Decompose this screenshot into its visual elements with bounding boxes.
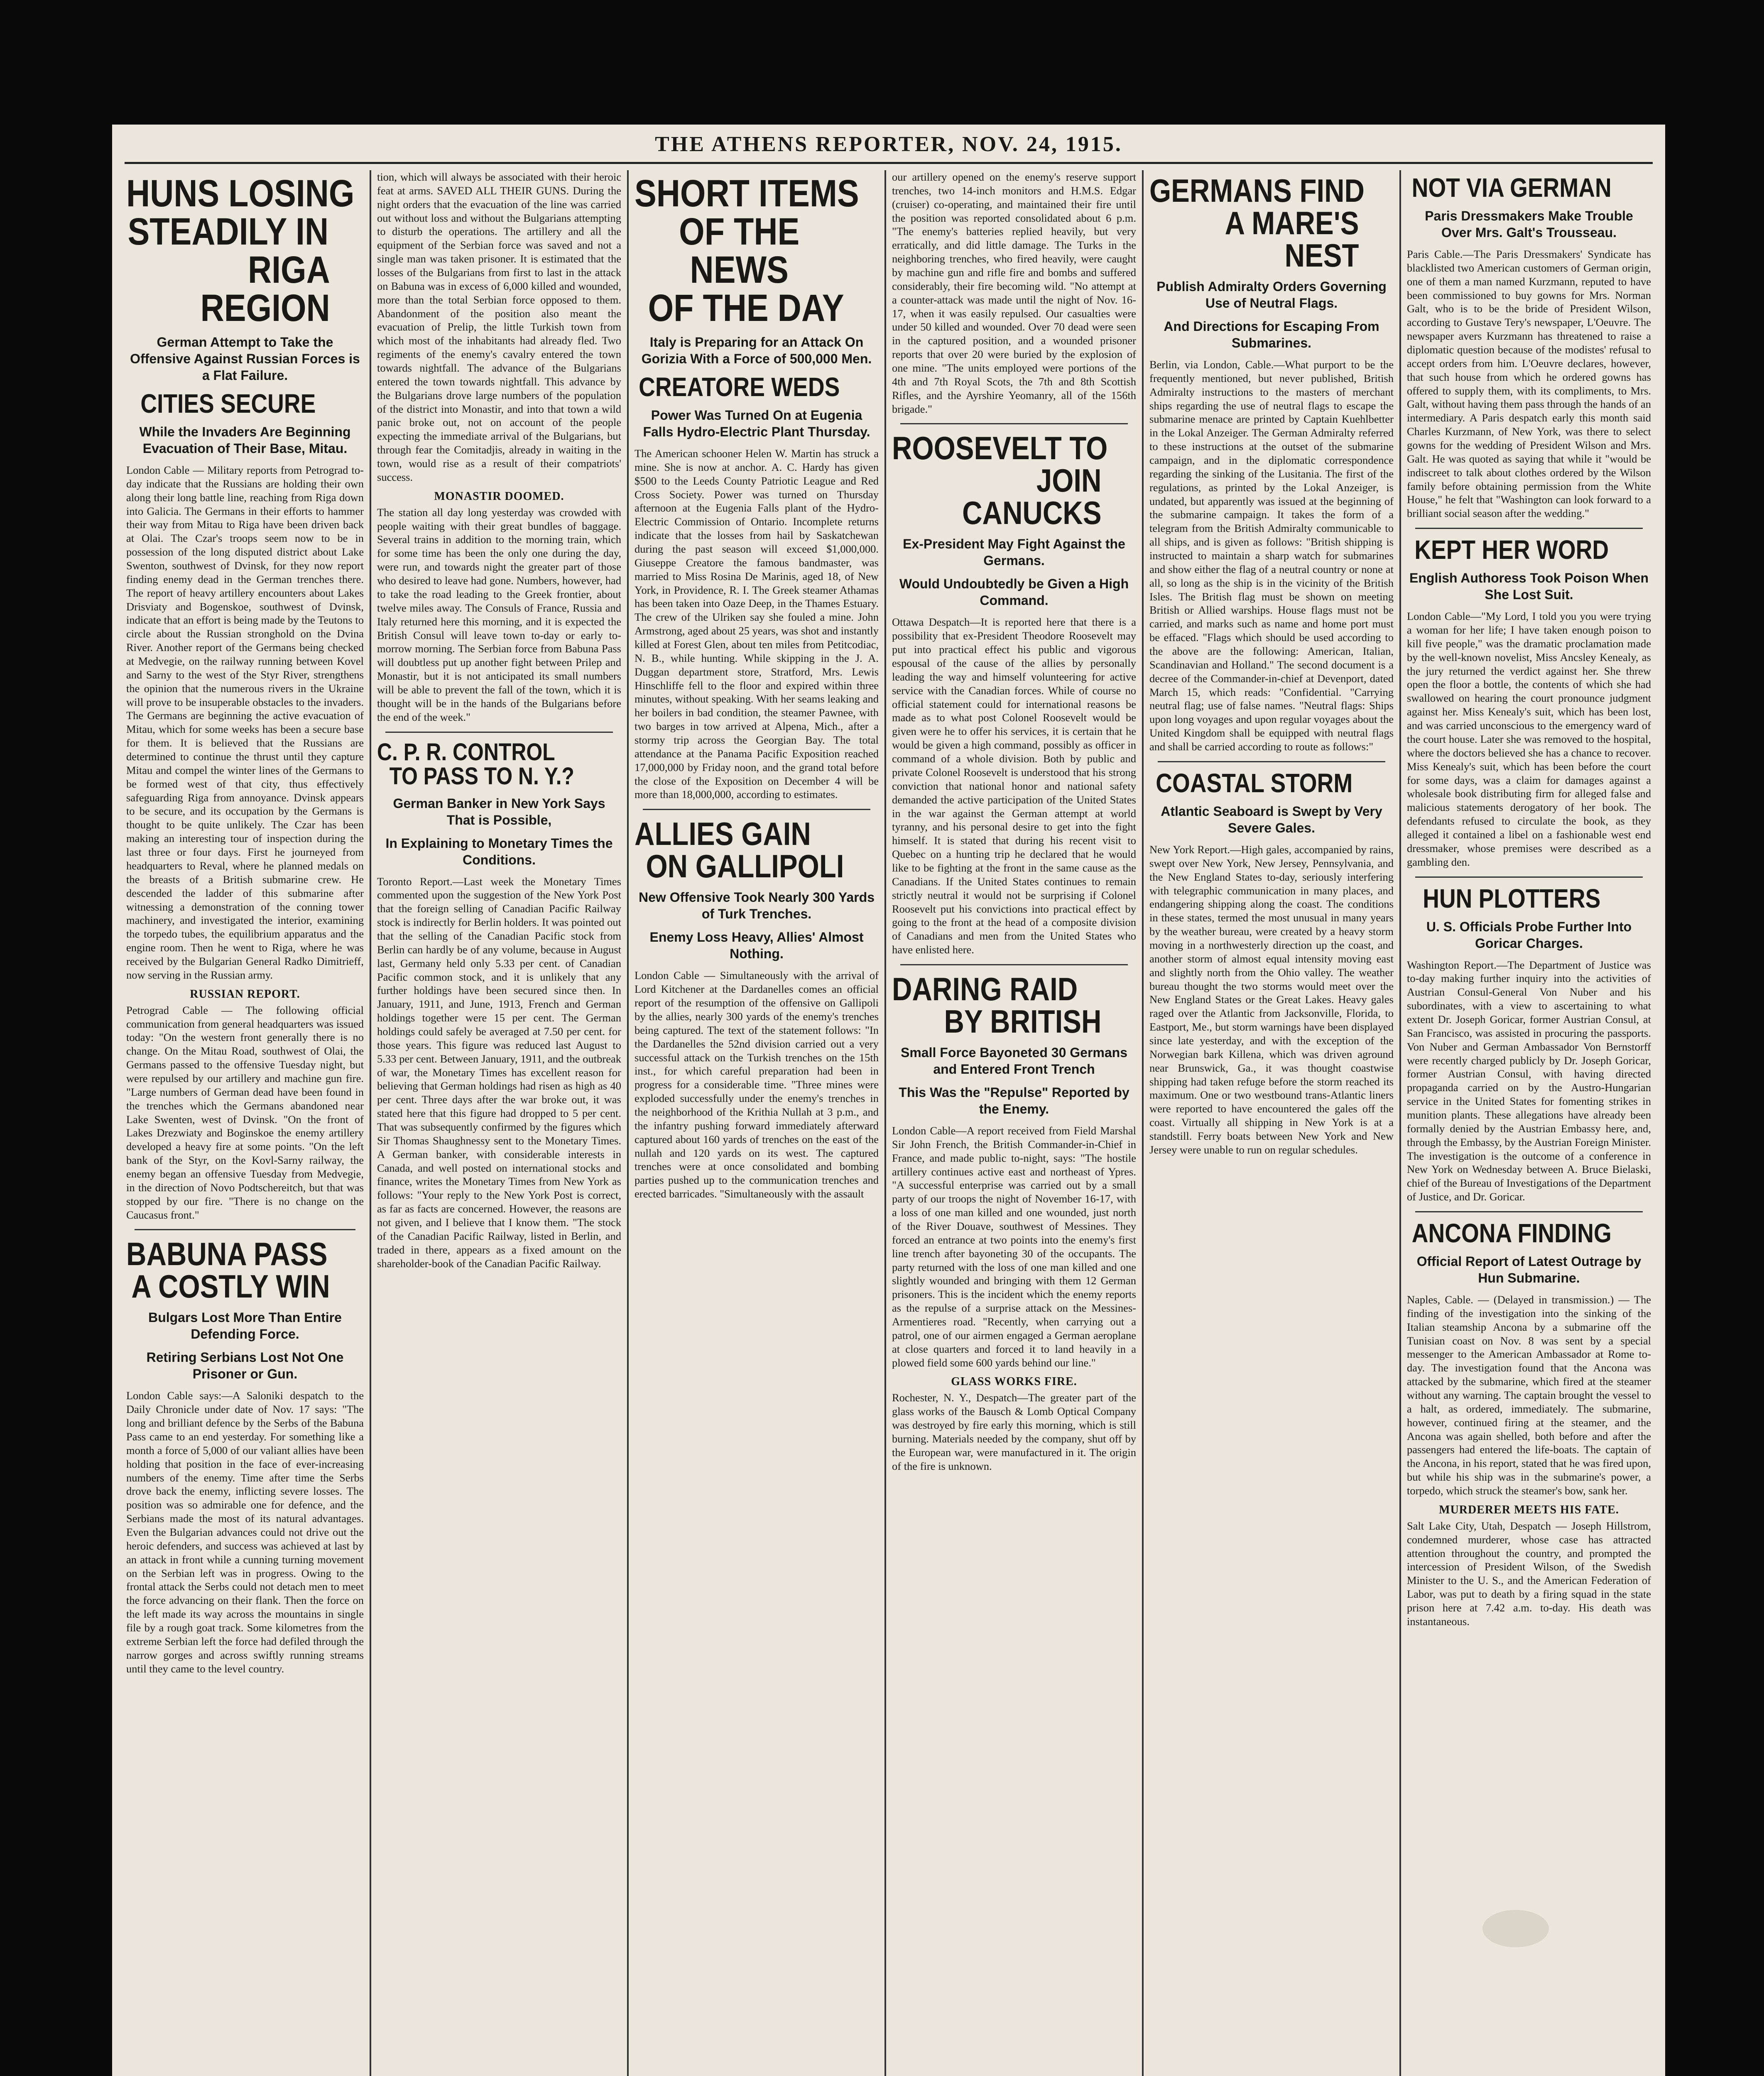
column-separator <box>1158 761 1385 762</box>
column-separator <box>385 732 613 733</box>
headline-not-via-german: NOT VIA GERMAN <box>1411 173 1612 203</box>
body-murderer: Salt Lake City, Utah, Despatch — Joseph Hillstrom, condemned murderer, whose case has attracted attention throughout the country, and prompted the intercession of President Wilson, of the Swedish Minister to the U. S., and the American Federation of Labor, was put to death by a firing squad in the state prison here at 7.42 a.m. to-day. His death was instantaneous. <box>1407 1519 1651 1628</box>
body-hun-plotters: Washington Report.—The Department of Justice was to-day making further inquiry into the activities of Austrian Consul-General Von Nuber and his subordinates, with a view to ascertaining to what extent Dr. Joseph Goricar, former Austrian Consul, at San Francisco, was assisted in procuring the passports. Von Nuber and German Ambassador Von Bernstorff were recently charged publicly by Dr. Joseph Goricar, former Austrian Consul, with having directed propaganda carried on by the Austro-Hungarian service in the United States for fomenting strikes in munition plants. These allegations have already been formally denied by the Austrian Embassy here, and, through the Embassy, by the Austrian Foreign Minister. The investigation is the outcome of a conference in New York on Wednesday between A. Bruce Bielaski, chief of the Bureau of Investigations of the Department of Justice, and Dr. Goricar. <box>1407 958 1651 1203</box>
deck-mares-nest: Publish Admiralty Orders Governing Use of Neutral Flags. <box>1156 279 1387 311</box>
kicker-monastir-doomed: MONASTIR DOOMED. <box>434 490 564 503</box>
deck-huns-riga: German Attempt to Take the Offensive Against Russian Forces is a Flat Failure. <box>130 335 360 383</box>
column-separator <box>1415 1211 1643 1212</box>
body-short-items: The American schooner Helen W. Martin has struck a mine. She is now at anchor. A. C. Hardy has given $500 to the Leeds County Patriotic League and Red Cross Society. Power was turned on Thursday afternoon at the Eugenia Falls plant of the Hydro-Electric Commission of Ontario. Incomplete returns indicate that the losses from hail by Saskatchewan during the past season will exceed $1,000,000. Giuseppe Creatore the famous bandmaster, was married to Miss Rosina De Marinis, aged 18, of New York, in Providence, R. I. The Greek steamer Athamas has been taken into Oaze Deep, in the Thames Estuary. The crew of the Ulriken say she fouled a mine. John Armstrong, aged about 25 years, was shot and instantly killed at Forest Glen, about ten miles from Petitcodiac, N. B., while hunting. While skipping in the J. A. Duggan department store, Stratford, Mrs. Lewis Hinschliffe fell to the floor and expired within three minutes, without speaking. With her seams leaking and her boilers in bad condition, the steamer Pawnee, with two barges in tow arrived at Alpena, Mich., after a stormy trip across the Georgian Bay. The total attendance at the Panama Pacific Exposition reached 17,000,000 by Friday noon, and the grand total before the close of the Exposition on December 4 will be more than 18,000,000, according to estimates. <box>635 447 879 801</box>
subdeck-roosevelt: Would Undoubtedly be Given a High Command. <box>899 576 1129 608</box>
subdeck-creatore: Power Was Turned On at Eugenia Falls Hydro-Electric Plant Thursday. <box>643 408 870 439</box>
body-glass-works-fire: Rochester, N. Y., Despatch—The greater part of the glass works of the Bausch & Lomb Optical Company was destroyed by fire early this morning, which is still burning. Materials needed by the company, shut off by the European war, were manufactured in it. The origin of the fire is unknown. <box>892 1391 1136 1472</box>
subdeck-mares-nest: And Directions for Escaping From Submarines. <box>1164 319 1379 350</box>
subdeck-babuna: Retiring Serbians Lost Not One Prisoner or Gun. <box>146 1350 344 1382</box>
deck-roosevelt: Ex-President May Fight Against the Germans. <box>903 536 1125 568</box>
headline-roosevelt: ROOSEVELT TO JOIN CANUCKS <box>892 430 1108 531</box>
body-roosevelt: Ottawa Despatch—It is reported here that there is a possibility that ex-President Theodore Roosevelt may put into practical effect his public and vigorous espousal of the cause of the allies by personally leading the way and himself volunteering for active service with the Canadian forces. While of course no official statement could for international reasons be made as to what post Colonel Roosevelt would be given were he to offer his services, it is certain that he would be given a high command, possibly as officer in command of a whole division. Both by public and private Colonel Roosevelt is understood that his strong conviction that national honor and national safety demanded the active participation of the United States in the war against the German attempt at world tyranny, and his personal desire to get into the fight himself. It is stated that during his recent visit to Quebec on a hunting trip he declared that he would like to be fighting at the front in the same cause as the Canadians. If the United States continues to remain strictly neutral it would not be surprising if Colonel Roosevelt put his convictions into practical effect by going to the front at the head of a composite division of Canadians and men from the United States who have enlisted here. <box>892 616 1136 956</box>
body-allies-gallipoli: London Cable — Simultaneously with the arrival of Lord Kitchener at the Dardanelles comes an official report of the resumption of the offensive on Gallipoli by the allies, nearly 300 yards of the enemy's trenches being captured. The text of the statement follows: "In the Dardanelles the 52nd division carried out a very successful attack on the Turkish trenches on the 15th inst., for which careful preparation had been in progress for a considerable time. "Three mines were exploded successfully under the enemy's trenches in the neighborhood of the Krithia Nullah at 3 p.m., and the infantry pushing forward immediately afterward captured about 160 yards of trenches on the east of the nullah and 120 yards on its west. The captured trenches were at once consolidated and bombing parties pushed up to the communication trenches and erected barricades. "Simultaneously with the assault <box>635 969 879 1200</box>
masthead-rule <box>125 162 1653 164</box>
deck-short-items: Italy is Preparing for an Attack On Gorizia With a Force of 500,000 Men. <box>641 335 872 366</box>
deck-daring-raid: Small Force Bayoneted 30 Germans and Entered Front Trench <box>901 1045 1127 1077</box>
body-ancona: Naples, Cable. — (Delayed in transmission.) — The finding of the investigation into the sinking of the Italian steamship Ancona by a submarine off the Tunisian coast on Nov. 8 was sent by a special messenger to the American Ambassador at Rome to-day. The investigation found that the Ancona was attacked by the submarine, which fired at the steamer without any warning. The captain brought the vessel to a halt, as ordered, immediately. The submarine, however, continued firing at the steamer, and the Ancona was again shelled, both before and after the passengers had entered the life-boats. The captain of the Ancona, in his report, stated that he was fired upon, but while his ship was in the submarine's power, a torpedo, which struck the steamer's bow, sank her. <box>1407 1293 1651 1497</box>
column-separator <box>1415 876 1643 878</box>
column-6 <box>1399 170 1657 2076</box>
column-4 <box>884 170 1142 2076</box>
deck-kept-her-word: English Authoress Took Poison When She Lost Suit. <box>1409 570 1649 602</box>
subdeck-allies-gallipoli: Enemy Loss Heavy, Allies' Almost Nothing. <box>649 930 864 962</box>
column-separator <box>900 423 1128 424</box>
body-russian-report: Petrograd Cable — The following official communication from general headquarters was issued today: "On the western front generally there is no change. On the Mitau Road, southwest of Olai, the Germans passed to the offensive Tuesday night, but were repulsed by our artillery and machine gun fire. "Large numbers of German dead have been found in the trenches which the Germans abandoned near Lake Swenten, west of Dvinsk. "On the front of Lakes Drezwiaty and Boginskoe the enemy artillery developed a heavy fire at some points. "On the left bank of the Styr, on the Kovl-Sarny railway, the enemy began an offensive Tuesday from Medvegie, in the direction of Novo Podtschereitch, but that was stopped by our fire. "There is no change on the Caucasus front." <box>126 1004 364 1221</box>
body-not-via-german: Paris Cable.—The Paris Dressmakers' Syndicate has blacklisted two American customers of German origin, one of them a man named Kurzmann, reputed to have been commissioned to buy gowns for Mrs. Norman Galt, who is to be the bride of President Wilson, according to Gustave Tery's newspaper, L'Oeuvre. The newspaper avers Kurzmann has threatened to raise a diplomatic question because of the modistes' refusal to accept orders from him. L'Oeuvre declares, however, that such house from which he ordered gowns has offered to supply them, with its compliments, to Mrs. Galt, without having them pass through the hands of an intermediary. A Paris despatch early this month said Charles Kurzmann, of New York, was there to select gowns for the wedding of President Wilson and Mrs. Galt. He was quoted as saying that while it "would be indiscreet to talk about clothes ordered by the Wilson family before obtaining permission from the White House," he felt that "Washington can look forward to a brilliant social season after the wedding." <box>1407 248 1651 520</box>
body-daring-raid: London Cable—A report received from Field Marshal Sir John French, the British Commander-in-Chief in France, and made public to-night, says: "The hostile artillery continues active east and northeast of Ypres. "A successful enterprise was carried out by a small party of our troops the night of November 16-17, with a loss of one man killed and one wounded, just north of the River Douave, southwest of Messines. They forced an entrance at two points into the enemy's first line trench after bayoneting 30 of the occupants. The party returned with the loss of one man killed and one slightly wounded and bringing with them 12 German prisoners. This is the incident which the enemy reports as the repulse of a surprise attack on the Messines-Armentieres road. "Recently, when carrying out a patrol, one of our airmen engaged a German aeroplane at close quarters and forced it to land heavily in a plowed field some 600 yards behind our line." <box>892 1124 1136 1369</box>
headline-hun-plotters: HUN PLOTTERS <box>1423 883 1601 913</box>
headline-mares-nest: GERMANS FIND A MARE'S NEST <box>1149 172 1365 274</box>
body-monastir: tion, which will always be associated with their heroic feat at arms. SAVED ALL THEIR GUNS. During the night orders that the evacuation of the line was carried out without loss and without the Bulgarians attempting to disturb the operations. The artillery and all the equipment of the Serbian force was saved and not a single man was taken prisoner. It is estimated that the losses of the Bulgarians from first to last in the attack on Babuna was in excess of 6,000 killed and wounded, more than the total Serbian force opposed to them. Abandonment of the position also meant the evacuation of Prelip, the little Turkish town from which most of the inhabitants had already fled. Two regiments of the enemy's cavalry entered the town towards nightfall. The advance of the Bulgarians entered the town towards nightfall. This advance by the Bulgarians drove large numbers of the population of the district into Monastir, and into that town a wild panic broke out, not on account of the people expecting the immediate arrival of the Bulgarians, but through fear the Comitadjis, already in waiting in the town, would rise as a result of their compatriots' success. <box>377 171 621 483</box>
kicker-murderer-meets-fate: MURDERER MEETS HIS FATE. <box>1439 1503 1619 1516</box>
body-huns-riga: London Cable — Military reports from Petrograd to-day indicate that the Russians are holding their own along their long battle line, reaching from Riga down into Galicia. The Germans in their efforts to hammer their way from Mitau to Riga have been driven back at Olai. The Czar's troops seem now to be in possession of the long disputed district about Lake Swenton, southwest of Dvinsk, for they now report finding enemy dead in the German trenches there. The report of heavy artillery encounters about Lakes Drisviaty and Bogenskoe, southwest of Dvinsk, indicate that an effort is being made by the Teutons to circle about the Russian stronghold on the Dvina River. Another report of the Germans being checked at Medvegie, on the railway running between Kovel and Sarny to the west of the Styr River, strengthens the opinion that the numerous rivers in the Ukraine will prove to be insuperable obstacles to the invaders. The Germans are beginning the active evacuation of Mitau, which for some weeks has been a secure base for them. It is believed that the Russians are determined to continue the thrust until they capture Mitau and compel the winter lines of the Germans to be formed west of that city, thus effectively safeguarding Riga from annoyance. Dvinsk appears to be secure, and its occupation by the Germans is thought to be quite unlikely. The Czar has been making an interesting tour of inspection during the last three or four days. First he journeyed from headquarters to Reval, where he planned medals on the breasts of a British submarine crew. He descended the ladder of this submarine after witnessing a demonstration of the conning tower machinery, and investigated the interior, examining the torpedo tubes, the equilibrium apparatus and the engine room. Then he went to Riga, where he was received by the Bulgarian General Radko Dimitrieff, now serving in the Russian army. <box>126 464 364 981</box>
deck-babuna: Bulgars Lost More Than Entire Defending Force. <box>148 1310 342 1342</box>
body-gallipoli-continued: our artillery opened on the enemy's reserve support trenches, two 14-inch monitors and H.M.S. Edgar (cruiser) co-operating, and maintained their fire until the position was reported consolidated about 6 p.m. "The enemy's batteries replied heavily, but very erratically, and did little damage. The Turks in the neighboring trenches, who fired heavily, were caught by machine gun and rifle fire and bombs and suffered considerably, their fire becoming wild. "No attempt at a counter-attack was made until the night of Nov. 16-17, when it was easily repulsed. Our casualties were under 50 killed and wounded. Over 70 dead were seen in the captured position, and a wounded prisoner reports that over 20 were buried by the explosion of one mine. "The units employed were portions of the 4th and 7th Royal Scots, the 7th and 8th Scottish Rifles, and the Ayrshire Yeomanry, all of the 156th brigade." <box>892 171 1136 415</box>
deck-allies-gallipoli: New Offensive Took Nearly 300 Yards of Turk Trenches. <box>639 890 875 922</box>
headline-allies-gallipoli: ALLIES GAIN ON GALLIPOLI <box>635 815 844 885</box>
column-3 <box>627 170 884 2076</box>
headline-cpr: C. P. R. CONTROL TO PASS TO N. Y.? <box>377 738 574 790</box>
column-5 <box>1142 170 1399 2076</box>
subdeck-daring-raid: This Was the "Repulse" Reported by the Enemy. <box>899 1085 1129 1116</box>
body-coastal-storm: New York Report.—High gales, accompanied by rains, swept over New York, New Jersey, Pennsylvania, and the New England States to-day, seriously interfering with telegraphic communication in many places, and endangering shipping along the coast. The conditions in these states, termed the most unusual in many years by the weather bureau, were created by a heavy storm moving in a northwesterly direction up the coast, and another storm of almost equal intensity moving east and slightly north from the Ohio valley. The weather bureau thought the two storms would meet over the New England States or the Great Lakes. Heavy gales raged over the Atlantic from Jacksonville, Florida, to Eastport, Me., but storm warnings have been displayed since late yesterday, and with the exception of the Norwegian bark Killena, which was driven aground near Brunswick, Ga., it was thought coastwise shipping had taken refuge before the storm reached its maximum. One or two westbound trans-Atlantic liners were reported to have encountered the gales off the coast. Virtually all shipping in New York is at a standstill. Ferry boats between New York and New Jersey were unable to run on regular schedules. <box>1149 843 1394 1156</box>
headline-coastal-storm: COASTAL STORM <box>1156 768 1353 798</box>
headline-kept-her-word: KEPT HER WORD <box>1414 535 1609 565</box>
masthead: THE ATHENS REPORTER, NOV. 24, 1915. <box>655 132 1122 156</box>
body-kept-her-word: London Cable—"My Lord, I told you you were trying a woman for her life; I have taken enough poison to kill five people," was the dramatic proclamation made by the well-known novelist, Miss Ancsley Kenealy, as the jury returned the verdict against her. She threw open the floor a bottle, the contents of which she had swallowed on hearing the court pronounce judgment against her. Miss Kenealy's suit, which has been lost, and was carried unconscious to the emergency ward of the court house. Later she was removed to the hospital, where the doctors believed she has a chance to recover. Miss Kenealy's suit, which has been before the court for some days, was a claim for damages against a wholesale book distributing firm for alleged false and malicious statements derogatory of her book. The defendants refused to circulate the book, as they alleged it contained a libel on a fashionable west end dressmaker, whose premises were described as a gambling den. <box>1407 610 1651 868</box>
headline-babuna: BABUNA PASS A COSTLY WIN <box>126 1236 330 1305</box>
headline-ancona-finding: ANCONA FINDING <box>1411 1218 1612 1248</box>
subhead-creatore-weds: CREATORE WEDS <box>639 372 840 402</box>
column-2 <box>370 170 627 2076</box>
kicker-russian-report: RUSSIAN REPORT. <box>190 987 300 1001</box>
deck-hun-plotters: U. S. Officials Probe Further Into Goricar Charges. <box>1426 919 1632 951</box>
headline-huns-riga: HUNS LOSING STEADILY IN RIGA REGION <box>126 172 355 329</box>
deck-cpr: German Banker in New York Says That is Possible, <box>393 796 605 827</box>
body-monastir-doomed: The station all day long yesterday was crowded with people waiting with their great bundles of baggage. Several trains in addition to the morning train, which for some time has been the only one during the day, were run, and towards night the greater part of those who desired to leave had gone. Numbers, however, had to take the road leading to the Greek frontier, about twelve miles away. The Consuls of France, Russia and Italy returned here this morning, and it is expected the British Consul will leave town to-day or early to-morrow morning. The Serbian force from Babuna Pass will doubtless put up another fight between Prilep and Monastir, but it is not anticipated its small numbers will be able to prevent the fall of the town, which it is thought will be in the hands of the Bulgarians before the end of the week." <box>377 506 621 723</box>
subhead-cities-secure: CITIES SECURE <box>140 389 316 419</box>
kicker-glass-works-fire: GLASS WORKS FIRE. <box>951 1375 1077 1388</box>
deck-coastal-storm: Atlantic Seaboard is Swept by Very Severe Gales. <box>1161 803 1382 835</box>
headline-daring-raid: DARING RAID BY BRITISH <box>892 970 1102 1040</box>
subdeck-cpr: In Explaining to Monetary Times the Conditions. <box>385 835 613 867</box>
column-separator <box>135 1229 355 1230</box>
deck-ancona: Official Report of Latest Outrage by Hun Submarine. <box>1416 1253 1642 1285</box>
column-separator <box>1415 528 1643 529</box>
subdeck-huns-riga: While the Invaders Are Beginning Evacuation of Their Base, Mitau. <box>139 424 351 456</box>
body-babuna: London Cable says:—A Saloniki despatch to the Daily Chronicle under date of Nov. 17 says: "The long and brilliant defence by the Serbs of the Babuna Pass came to an end yesterday. For something like a month a force of 5,000 of our valiant allies have been holding that position in the face of ever-increasing numbers of the enemy. Time after time the Serbs drove back the enemy, inflicting severe losses. The position was so admirable one for defence, and the Serbians made the most of its natural advantages. Even the Bulgarian advances could not drive out the heroic defenders, and success was achieved at last by an attack in front while a cunning turning movement on the Serbian left was in progress. Owing to the frontal attack the Serbs could not detach men to meet the force advancing on their flank. Then the force on the left made its way across the mountains in single file by a rough goat track. Some kilometres from the extreme Serbian left the force had defiled through the narrow gorges and across swiftly running streams until they came to the level country. <box>126 1389 364 1675</box>
column-separator <box>900 964 1128 965</box>
body-mares-nest: Berlin, via London, Cable.—What purport to be the frequently mentioned, but never published, British Admiralty instructions to the masters of merchant ships regarding the use of neutral flags to escape the submarine menace are printed by Captain Kuehlbetter in the Lokal Anzeiger. The German Admiralty referred to these instructions at the outset of the submarine campaign, and in the diplomatic correspondence regarding the sinking of the Lusitania. The first of the regulations, as printed by the Lokal Anzeiger, is undated, but apparently was issued at the beginning of the submarine campaign. It takes the form of a telegram from the British Admiralty communicable to all ships, and is given as follows: "British shipping is instructed to maintain a sharp watch for submarines and show either the flag of a neutral country or none at all, so long as the ship is in the vicinity of the British Isles. The British flag must be shown on meeting British or Allied warships. House flags must not be carried, and marks such as name and home port must be effaced. "Flags which should be used according to the above are the following: American, Italian, Scandinavian and Holland." The second document is a decree of the Commander-in-chief at Devenport, dated March 15, which reads: "Confidential. "Carrying neutral flag; use of false names. "Neutral flags: Ships upon long voyages and upon regular voyages about the United Kingdom shall be equipped with neutral flags and shall be carried according to route as follows:" <box>1149 358 1394 753</box>
column-separator <box>643 809 870 810</box>
column-1 <box>120 170 370 2076</box>
newspaper-page <box>112 125 1665 2076</box>
body-cpr: Toronto Report.—Last week the Monetary Times commented upon the suggestion of the New York Post that the foreign selling of Canadian Pacific Railway stock is indirectly for Berlin holders. It was pointed out that the selling of the Canadian Pacific stock from Berlin can hardly be of any volume, because in August last, Germany held only 5.33 per cent. of Canadian Pacific common stock, and it is unlikely that any further holdings have been secured since then. In January, 1911, and June, 1913, French and German holdings together were 15 per cent. The German holdings could safely be averaged at 7.50 per cent. for those years. This figure was reduced last August to 5.33 per cent. Between January, 1911, and the outbreak of war, the Monetary Times has excellent reason for believing that German holdings had risen as high as 40 per cent. Three days after the war broke out, it was stated here that this figure had dropped to 5 per cent. That was subsequently confirmed by the figures which Sir Thomas Shaughnessy sent to the Monetary Times. A German banker, with considerable interests in Canada, and well posted on international stocks and finance, writes the Monetary Times from New York as follows: "Your reply to the New York Post is correct, as far as facts are concerned. However, the reasons are not given, and I believe that I know them. "The stock of the Canadian Pacific Railway, listed in Berlin, and traded in there, appears as a fixed amount on the shareholder-book of the Canadian Pacific Railway. <box>377 875 621 1270</box>
deck-not-via-german: Paris Dressmakers Make Trouble Over Mrs. Galt's Trousseau. <box>1425 208 1633 240</box>
headline-short-items: SHORT ITEMS OF THE NEWS OF THE DAY <box>635 172 859 329</box>
